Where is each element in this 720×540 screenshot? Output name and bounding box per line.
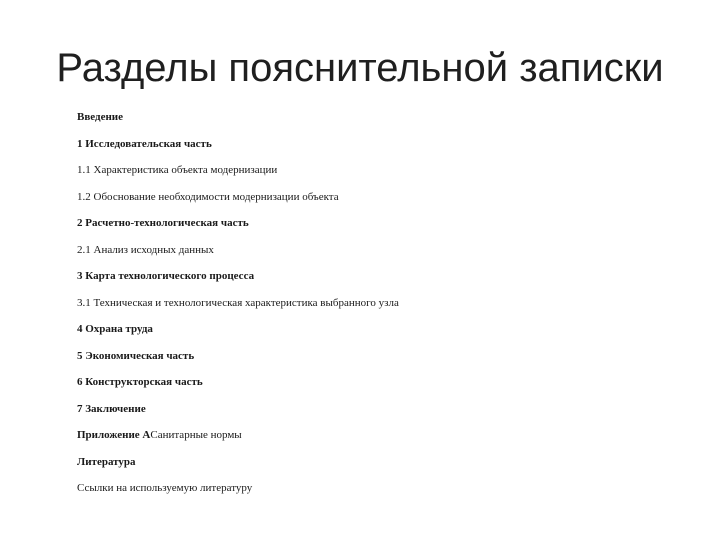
toc-item-text: Ссылки на используемую литературу [77,482,253,495]
toc-item [77,422,697,449]
toc-item [77,396,697,423]
toc-item-bold: 6 Конструкторская часть [77,376,203,389]
toc-item-text: 1.2 Обоснование необходимости модернизации объекта [77,190,339,203]
toc-item-bold: 2 Расчетно-технологическая часть [77,217,249,230]
toc-item [77,475,697,502]
toc-item-text: 1.1 Характеристика объекта модернизации [77,164,278,177]
toc-item [77,237,697,264]
toc-item [77,449,697,476]
toc-item-bold: Литература [77,455,136,468]
toc-item [77,184,697,211]
toc-item-text: 3.1 Техническая и технологическая характеристика выбранного узла [77,296,399,309]
toc-item [77,290,697,317]
table-of-contents [77,104,697,502]
toc-item [77,343,697,370]
toc-item [77,369,697,396]
toc-item [77,104,697,131]
toc-item [77,316,697,343]
toc-item [77,263,697,290]
toc-item-bold: Введение [77,111,124,124]
toc-item-bold: 7 Заключение [77,402,146,415]
toc-item-text: Санитарные нормы [150,429,242,442]
toc-item [77,157,697,184]
toc-item-bold: 3 Карта технологического процесса [77,270,255,283]
slide-title: Разделы пояснительной записки [56,46,664,90]
toc-item-text: 2.1 Анализ исходных данных [77,243,214,256]
toc-item-bold: 1 Исследовательская часть [77,137,212,150]
toc-item [77,210,697,237]
toc-item-bold: 5 Экономическая часть [77,349,195,362]
toc-item-bold: 4 Охрана труда [77,323,153,336]
toc-item [77,131,697,158]
toc-item-bold: Приложение А [77,429,151,442]
